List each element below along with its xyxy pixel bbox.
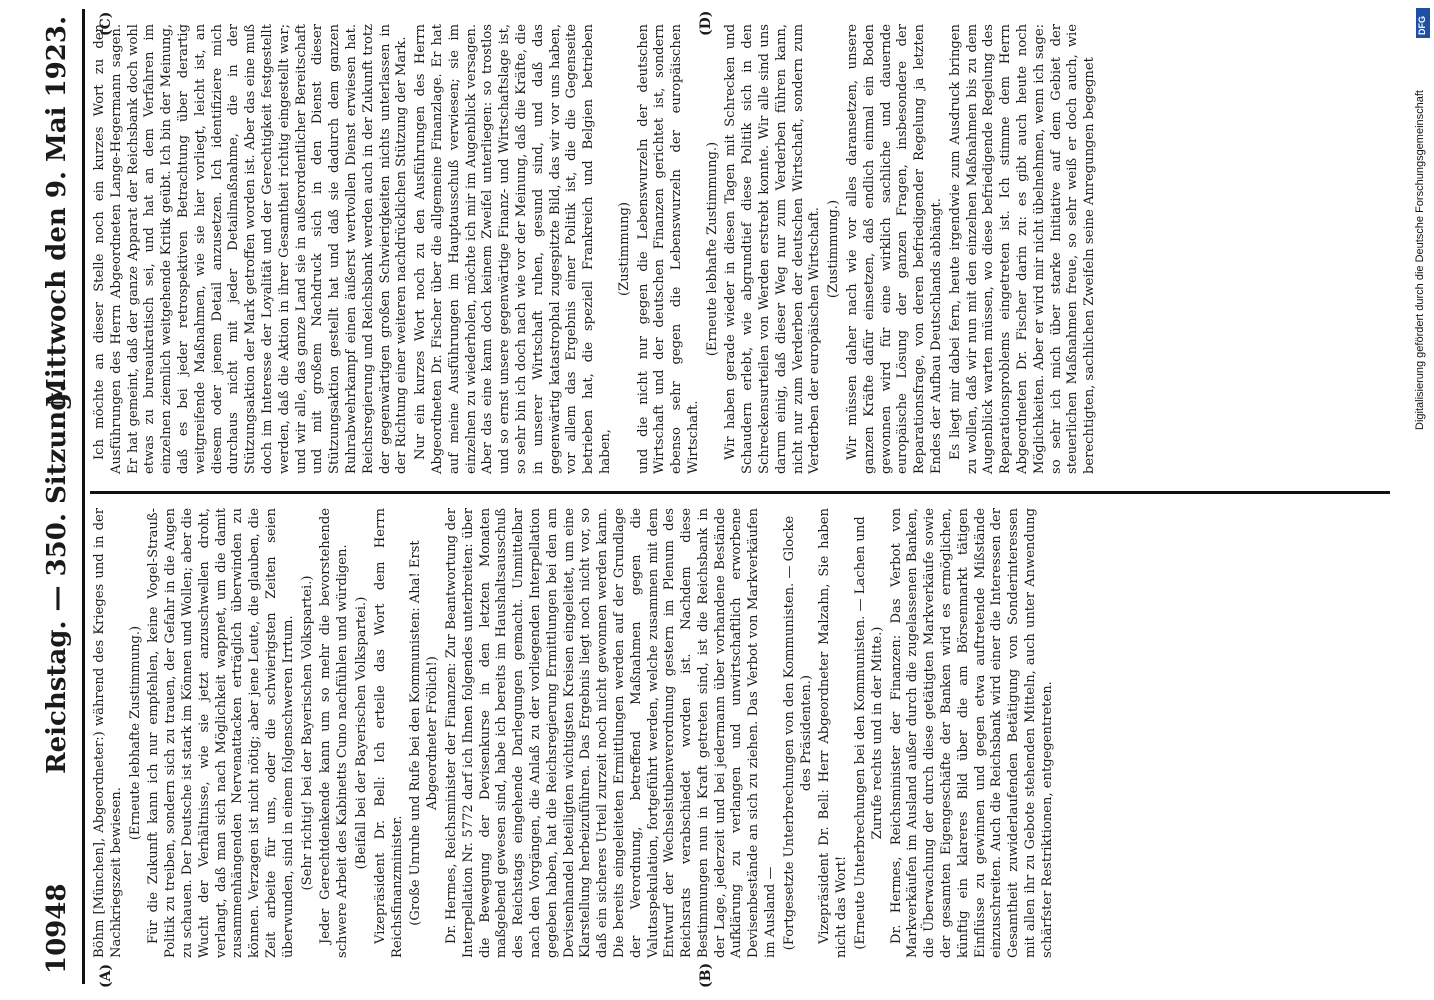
dfg-logo-text: DFG [1417,16,1427,35]
paragraph: Dr. Hermes, Reichsminister der Finanzen: Das Verbot von Markverkäufen im Ausland außer durch die zugelassenen Banken, die Überwachung der durch diese getätigten Markverkäufe sowie der gesamten Eigengeschäfte der Banken wird es ermöglichen, künftig ein klareres Bild über die am Börsenmarkt tätigen Einflüsse zu gewinnen und gegen etwa auftretende Mißstände einzuschreiten. Auch die Reichsbank wird einer die Interessen der Gesamtheit zuwiderlaufenden Betätigung von Sonderinteressen mit allen ihr zu Gebote stehenden Mitteln, auch unter Anwendung schärfster Restriktionen, entgegentreten. [888,508,1055,958]
header-rule [82,9,85,984]
left-column [92,508,1059,958]
paragraph: Jeder Gerechtdenkende kann um so mehr die bevorstehende schwere Arbeit des Kabinetts Cuno nachfühlen und würdigen. [318,508,351,958]
paragraph: Nur ein kurzes Wort noch zu den Ausführungen des Herrn Abgeordneten Dr. Fischer über die allgemeine Finanzlage. Er hat auf meine Ausführungen im Hauptausschuß verwiesen; sie im einzelnen zu wiederholen, möchte ich mir im Augenblick versagen. Aber das eine kann doch keinem Zweifel unterliegen: so trostlos und so ernst unsere gegenwärtige Finanz- und Wirtschaftslage ist, so sehr bin ich doch nach wie vor der Meinung, daß die Kräfte, die in unserer Wirtschaft ruhen, gesund sind, und daß das gegenwärtig katastrophal zugespitzte Bild, das wir vor uns haben, vor allem das Ergebnis einer Politik ist, die die Gegenseite betrieben hat, die speziell Frankreich und Belgien betrieben haben, [413,24,613,474]
margin-marker-b: (B) [698,962,714,988]
rotated-page [8,6,1408,994]
paragraph: Vizepräsident Dr. Bell: Herr Abgeordneter Malzahn, Sie haben nicht das Wort! [817,508,850,958]
paragraph: Es liegt mir dabei fern, heute irgendwie zum Ausdruck bringen zu wollen, daß wir nun mit den einzelnen Maßnahmen bis zu dem Augenblick warten müssen, wo diese befriedigende Regelung des Reparationsproblems eingetreten ist. Ich stimme dem Herrn Abgeordneten Dr. Fischer darin zu: es gibt auch heute noch Möglichkeiten. Aber er wird mir nicht übelnehmen, wenn ich sage: so sehr ich mich über starke Initiative auf dem Gebiet der steuerlichen Maßnahmen freue, so sehr weiß er doch auch, wie berechtigten, sachlichen Zweifeln seine Anregungen begegnet [947,24,1098,474]
paragraph: und die nicht nur gegen die Lebenswurzeln der deutschen Wirtschaft und der deutschen Finanzen gerichtet ist, sondern ebenso sehr gegen die Lebenswurzeln der europäischen Wirtschaft. [635,24,701,474]
interjection: (Zustimmung) [616,202,632,296]
interjection: (Fortgesetzte Unterbrechungen von den Kommunisten. — Glocke des Präsidenten.) [781,515,814,951]
paragraph: Ich möchte an dieser Stelle noch ein kurzes Wort zu den Ausführungen des Herrn Abgeordneten Lange-Hegermann sagen. Er hat gemeint, daß der ganze Apparat der Reichsbank doch wohl etwas zu bureaukratisch sei, und hat an dem Verfahren im einzelnen ziemlich weitgehende Kritik geübt. Ich bin der Meinung, daß es bei jeder retrospektiven Betrachtung über derartig weitgreifende Maßnahmen, wie sie hier vorliegt, leicht ist, an diesem oder jenem Detail anzusetzen. Ich identifiziere mich durchaus nicht mit jeder Detailmaßnahme, die in der Stützungsaktion der Mark getroffen worden ist. Aber das eine muß doch im Interesse der Loyalität und der Gerechtigkeit festgestellt werden, daß die Aktion in ihrer Gesamtheit richtig eingestellt war; und wir alle, das ganze Land sie in außerordentlicher Bereitschaft und mit großem Nachdruck sich in den Dienst dieser Stützungsaktion gestellt hat und daß sie dadurch dem ganzen Ruhrabwehrkampf einen äußerst wertvollen Dienst erwiesen hat. Reichsregierung und Reichsbank werden auch in der Zukunft trotz der gegenwärtigen großen Schwierigkeiten nichts unterlassen in der Richtung einer weiteren nachdrücklichen Stützung der Mark. [92,24,410,474]
paragraph: Böhm [München], Abgeordneter:) während des Krieges und in der Nachkriegszeit bewiesen. [92,508,124,958]
interjection: (Sehr richtig! bei der Bayerischen Volkspartei.) [299,575,315,891]
interjection: (Zustimmung.) [826,199,842,299]
margin-marker-a: (A) [98,963,114,988]
margin-marker-d: (D) [698,10,714,36]
paragraph: Für die Zukunft kann ich nur empfehlen, keine Vogel-Strauß-Politik zu treiben, sondern sich zu trauen, der Gefahr in die Augen zu schauen. Der Deutsche ist stark im Können und Wollen; aber die Wucht der Verhältnisse, wie sie jetzt anzuschwellen droht, verlangt, daß man sich nach Möglichkeit wappnet, um die damit zusammenhängenden Nervenattacken erträglich überwinden zu können. Verzagen ist nicht nötig; aber jene Leute, die glauben, die Zeit arbeite für uns, oder die schwierigsten Zeiten seien überwunden, sind in einem folgenschweren Irrtum. [146,508,296,958]
funding-note [1410,10,1430,990]
dfg-logo [1416,8,1430,38]
paragraph: Vizepräsident Dr. Bell: Ich erteile das Wort dem Herrn Reichsfinanzminister. [372,508,405,958]
interjection: (Große Unruhe und Rufe bei den Kommunisten: Aha! Erst Abgeordneter Frölich!) [408,540,441,926]
paragraph: Wir müssen daher nach wie vor alles daransetzen, unsere ganzen Kräfte dafür einsetzen, daß endlich einmal ein Boden gewonnen wird für eine wirklich sachliche und dauernde europäische Lösung der ganzen Fragen, insbesondere der Reparationsfrage, von deren befriedigender Regelung ja letzten Endes der Aufbau Deutschlands abhängt. [845,24,945,474]
page-number: 10948 [42,883,72,974]
session-date: Mittwoch den 9. Mai 1923. [42,16,72,408]
paragraph: Dr. Hermes, Reichsminister der Finanzen: Zur Beantwortung der Interpellation Nr. 5772 darf ich Ihnen folgendes unterbreiten: über die Bewegung der Devisenkurse in den letzten Monaten maßgebend gewesen sind, habe ich bereits im Haushaltsausschuß des Reichstags eingehende Darlegungen gemacht. Unmittelbar nach den Vorgängen, die Anlaß zu der vorliegenden Interpellation gegeben haben, hat die Reichsregierung Ermittlungen bei den am Devisenhandel beteiligten wichtigsten Kreisen eingeleitet, um eine Klarstellung herbeizuführen. Das Ergebnis liegt noch nicht vor, so daß ein sicheres Urteil zurzeit noch nicht gewonnen werden kann. Die bereits eingeleiteten Ermittlungen werden auf der Grundlage der Verordnung, betreffend Maßnahmen gegen die Valutaspekulation, fortgeführt werden, welche zusammen mit dem Entwurf der Wechselstubenverordnung gestern im Plenum des Reichsrats verabschiedet worden ist. Nachdem diese Bestimmungen nun in Kraft getreten sind, ist die Reichsbank in der Lage, jederzeit und bei jedermann über vorhandene Bestände Aufklärung zu verlangen und unwirtschaftlich erworbene Devisenbestände an sich zu ziehen. Das Verbot von Markverkäufen im Ausland — [443,508,779,958]
margin-marker-c: (C) [98,11,114,36]
page-header [36,6,78,994]
column-divider [90,491,1390,494]
interjection: (Erneute Unterbrechungen bei den Kommunisten. — Lachen und Zurufe rechts und in der Mitte.) [853,516,885,950]
session-title: Reichstag. — 350. Sitzung. [42,383,72,774]
interjection: (Beifall bei der Bayerischen Volkspartei.) [353,596,369,870]
paragraph: Wir haben gerade wieder in diesen Tagen mit Schrecken und Schaudern erlebt, wie abgrundtief diese Politik sich in den Schreckensurteilen von Werden erstrebt konnte. Wir alle sind uns darum einig, daß dieser Weg nur zum Verderben führen kann, nicht nur zum Verderben der deutschen Wirtschaft, sondern zum Verderben der europäischen Wirtschaft. [723,24,823,474]
funding-note-text: Digitalisierung gefördert durch die Deutsche Forschungsgemeinschaft [1414,90,1426,430]
interjection: (Erneute lebhafte Zustimmung.) [704,141,720,357]
interjection: (Erneute lebhafte Zustimmung.) [127,625,143,841]
right-column [92,24,1101,474]
